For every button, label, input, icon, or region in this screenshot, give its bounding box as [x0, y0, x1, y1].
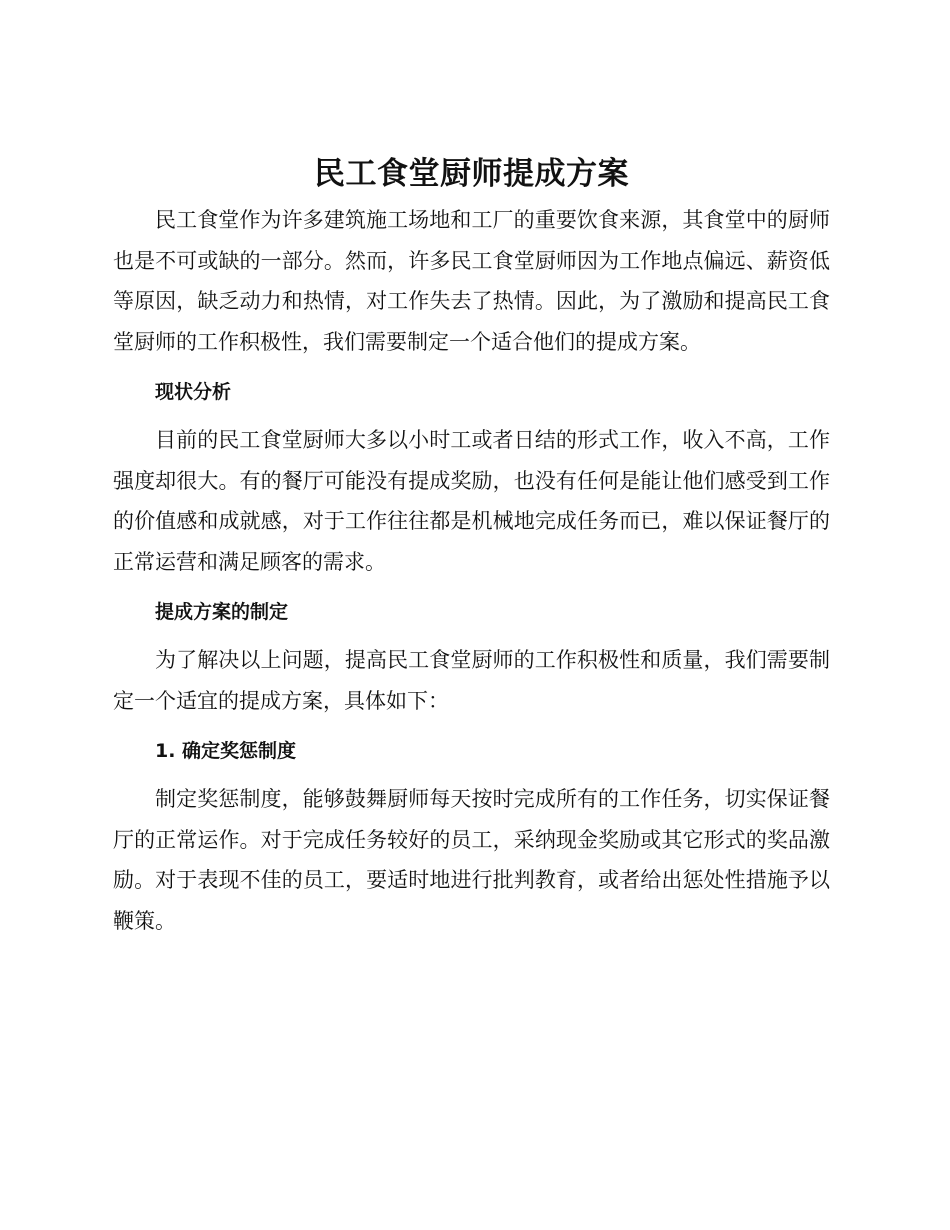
spacer: [113, 771, 830, 779]
document-title: 民工食堂厨师提成方案: [314, 156, 629, 192]
section-body-plan: 为了解决以上问题，提高民工食堂厨师的工作积极性和质量，我们需要制定一个适宜的提成方案，具体如下：: [113, 648, 830, 713]
section-heading-plan: 提成方案的制定: [155, 601, 289, 623]
section-body-rewards: 制定奖惩制度，能够鼓舞厨师每天按时完成所有的工作任务，切实保证餐厅的正常运作。对于完成任务较好的员工，采纳现金奖励或其它形式的奖品激励。对于表现不佳的员工，要适时地进行批判教育，或者给出惩处性措施予以鞭策。: [113, 787, 830, 933]
spacer: [113, 362, 830, 372]
spacer: [113, 721, 830, 731]
section-body-status: 目前的民工食堂厨师大多以小时工或者日结的形式工作，收入不高，工作强度却很大。有的餐厅可能没有提成奖励，也没有任何是能让他们感受到工作的价值感和成就感，对于工作往往都是机械地完成任务而已，难以保证餐厅的正常运营和满足顾客的需求。: [113, 428, 830, 574]
spacer: [113, 582, 830, 592]
section-heading-rewards: 1. 确定奖惩制度: [155, 740, 297, 762]
spacer: [113, 632, 830, 640]
section-heading-status: 现状分析: [155, 381, 232, 403]
spacer: [113, 412, 830, 420]
intro-paragraph: 民工食堂作为许多建筑施工场地和工厂的重要饮食来源，其食堂中的厨师也是不可或缺的一部分。然而，许多民工食堂厨师因为工作地点偏远、薪资低等原因，缺乏动力和热情，对工作失去了热情。因此，为了激励和提高民工食堂厨师的工作积极性，我们需要制定一个适合他们的提成方案。: [113, 208, 830, 354]
document-body: [113, 148, 830, 941]
